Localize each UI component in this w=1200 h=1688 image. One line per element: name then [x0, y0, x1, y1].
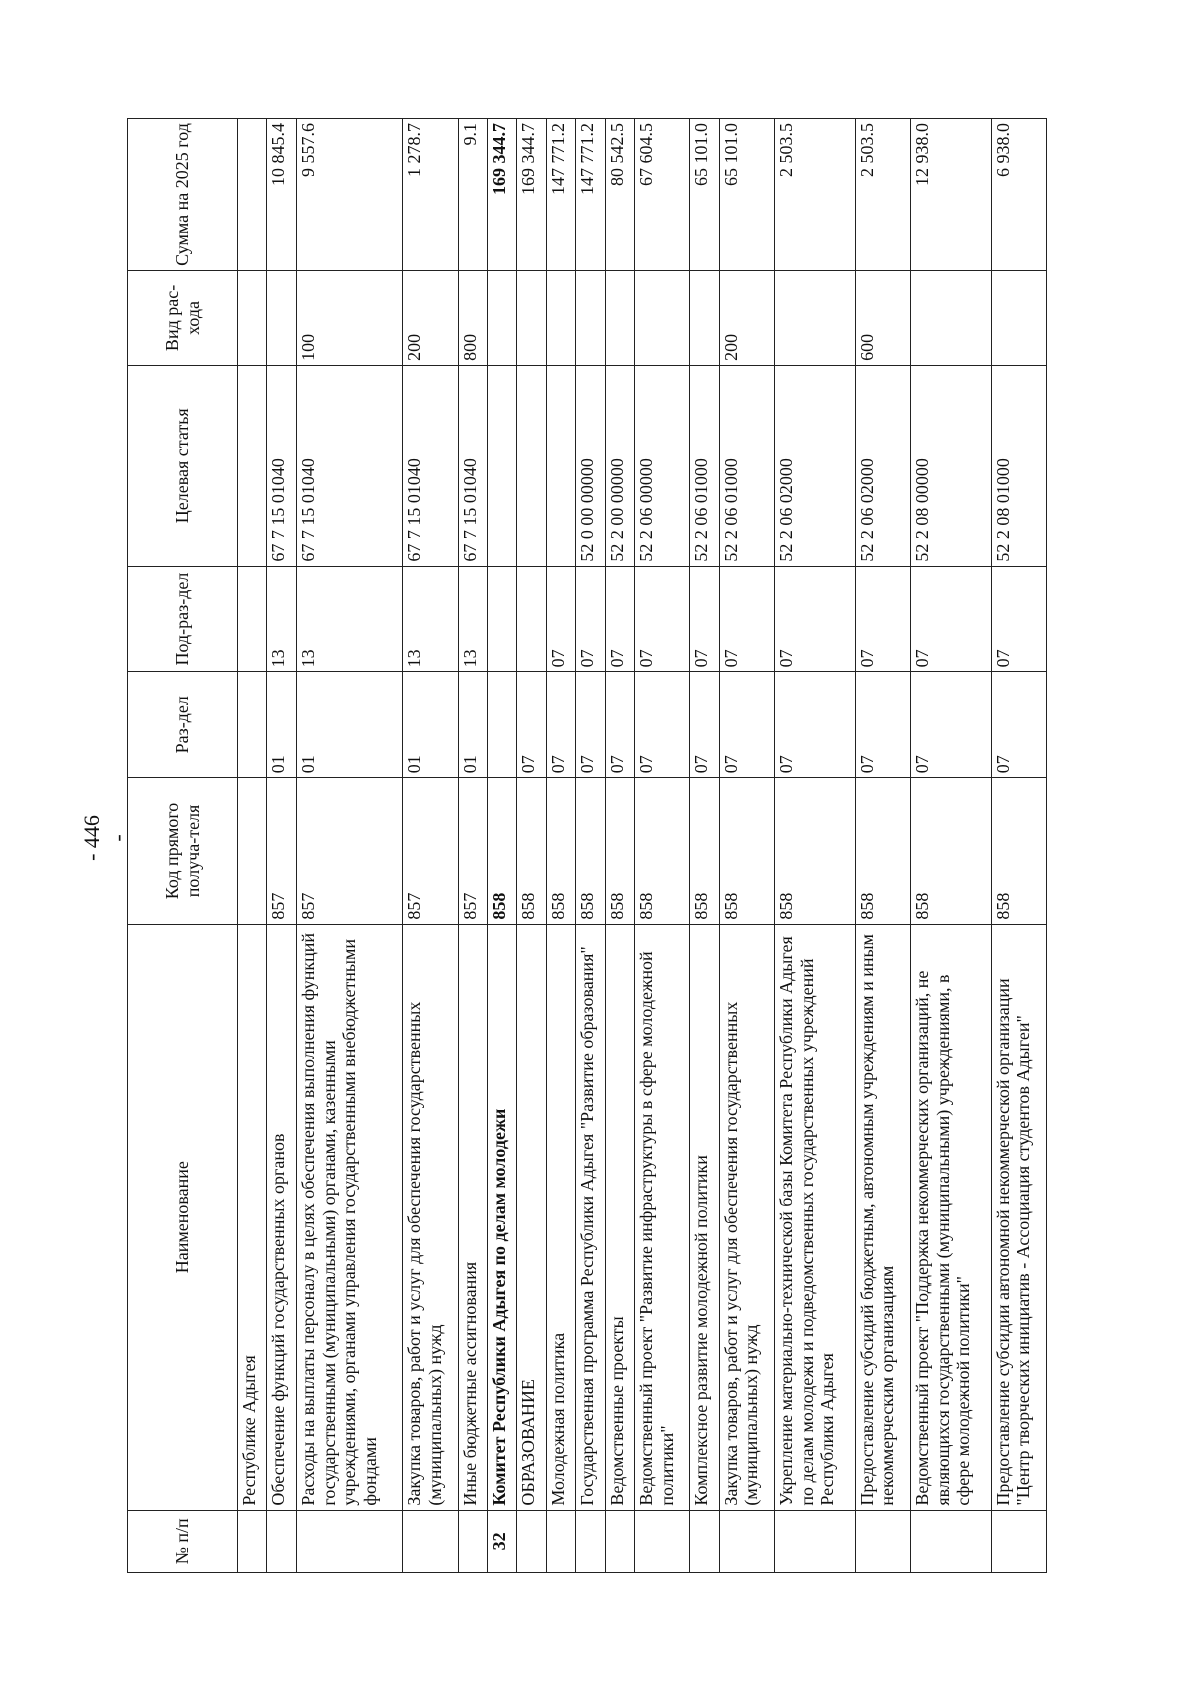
cell-code: 858 [635, 778, 690, 924]
cell-amount: 169 344.7 [488, 119, 517, 271]
cell-subsection: 13 [458, 566, 487, 672]
cell-code: 858 [488, 778, 517, 924]
cell-target: 67 7 15 01040 [296, 365, 403, 566]
cell-name: Предоставление субсидий бюджетным, автономным учреждениям и иным некоммерческим организациям [855, 924, 910, 1510]
cell-subsection: 07 [635, 566, 690, 672]
header-name: Наименование [128, 924, 238, 1510]
cell-target: 52 2 00 00000 [605, 365, 634, 566]
cell-subsection: 07 [719, 566, 774, 672]
cell-name: Республике Адыгея [238, 924, 267, 1510]
cell-name: Укрепление материально-технической базы Комитета Республики Адыгея по делам молодежи и подведомственных государственных учреждений Республики Адыгея [774, 924, 855, 1510]
cell-num: 32 [488, 1510, 517, 1572]
cell-section [488, 672, 517, 778]
cell-target [546, 365, 575, 566]
cell-amount: 12 938.0 [910, 119, 991, 271]
cell-amount [238, 119, 267, 271]
cell-name: ОБРАЗОВАНИЕ [517, 924, 546, 1510]
cell-section: 01 [403, 672, 458, 778]
cell-exp-type: 800 [458, 270, 487, 365]
table-row [488, 119, 517, 1573]
cell-num [267, 1510, 296, 1572]
cell-exp-type: 200 [403, 270, 458, 365]
header-exp-type: Вид рас-хода [128, 270, 238, 365]
cell-subsection: 07 [774, 566, 855, 672]
table-row [267, 119, 296, 1573]
cell-num [403, 1510, 458, 1572]
header-subsection: Под-раз-дел [128, 566, 238, 672]
cell-subsection: 07 [546, 566, 575, 672]
cell-subsection [238, 566, 267, 672]
cell-exp-type: 100 [296, 270, 403, 365]
cell-target: 52 2 08 00000 [910, 365, 991, 566]
cell-exp-type [267, 270, 296, 365]
table-header-row [128, 119, 238, 1573]
cell-code: 858 [991, 778, 1046, 924]
table-row [719, 119, 774, 1573]
cell-target [238, 365, 267, 566]
cell-name: Закупка товаров, работ и услуг для обеспечения государственных (муниципальных) нужд [719, 924, 774, 1510]
cell-code: 858 [576, 778, 605, 924]
cell-code: 858 [690, 778, 719, 924]
cell-num [576, 1510, 605, 1572]
cell-exp-type: 200 [719, 270, 774, 365]
cell-target: 67 7 15 01040 [403, 365, 458, 566]
cell-code: 858 [517, 778, 546, 924]
cell-amount: 147 771.2 [546, 119, 575, 271]
cell-amount: 2 503.5 [774, 119, 855, 271]
cell-subsection [517, 566, 546, 672]
cell-target: 52 2 06 02000 [855, 365, 910, 566]
cell-target: 67 7 15 01040 [458, 365, 487, 566]
cell-amount: 80 542.5 [605, 119, 634, 271]
cell-amount: 65 101.0 [690, 119, 719, 271]
cell-target: 52 2 06 01000 [719, 365, 774, 566]
cell-section: 07 [855, 672, 910, 778]
header-num: № п/п [128, 1510, 238, 1572]
cell-num [635, 1510, 690, 1572]
table-row [296, 119, 403, 1573]
table-row [605, 119, 634, 1573]
cell-target: 52 2 06 00000 [635, 365, 690, 566]
cell-name: Расходы на выплаты персоналу в целях обеспечения выполнения функций государственными (муниципальными) органами, казенными учреждениями, органами управления государственными внебюджетными фондами [296, 924, 403, 1510]
cell-name: Государственная программа Республики Адыгея "Развитие образования" [576, 924, 605, 1510]
cell-code: 857 [296, 778, 403, 924]
cell-subsection: 07 [605, 566, 634, 672]
table-row [991, 119, 1046, 1573]
cell-name: Молодежная политика [546, 924, 575, 1510]
cell-exp-type [991, 270, 1046, 365]
table-row [635, 119, 690, 1573]
cell-name: Ведомственные проекты [605, 924, 634, 1510]
cell-num [719, 1510, 774, 1572]
header-amount: Сумма на 2025 год [128, 119, 238, 271]
cell-num [238, 1510, 267, 1572]
cell-target: 52 2 06 02000 [774, 365, 855, 566]
cell-code: 858 [910, 778, 991, 924]
cell-target: 52 2 08 01000 [991, 365, 1046, 566]
cell-name: Иные бюджетные ассигнования [458, 924, 487, 1510]
table-row [403, 119, 458, 1573]
cell-subsection [488, 566, 517, 672]
table-row [690, 119, 719, 1573]
cell-subsection: 13 [296, 566, 403, 672]
cell-exp-type [774, 270, 855, 365]
cell-num [991, 1510, 1046, 1572]
cell-exp-type [517, 270, 546, 365]
cell-num [546, 1510, 575, 1572]
cell-amount: 65 101.0 [719, 119, 774, 271]
cell-subsection: 07 [991, 566, 1046, 672]
cell-exp-type [238, 270, 267, 365]
cell-code: 858 [774, 778, 855, 924]
cell-section: 01 [296, 672, 403, 778]
cell-amount: 6 938.0 [991, 119, 1046, 271]
table-row [576, 119, 605, 1573]
table-row [855, 119, 910, 1573]
cell-subsection: 13 [267, 566, 296, 672]
cell-num [605, 1510, 634, 1572]
cell-amount: 10 845.4 [267, 119, 296, 271]
cell-subsection: 13 [403, 566, 458, 672]
cell-target: 67 7 15 01040 [267, 365, 296, 566]
cell-section: 07 [719, 672, 774, 778]
cell-num [458, 1510, 487, 1572]
cell-section: 07 [991, 672, 1046, 778]
rotated-table-wrapper [127, 118, 1047, 1573]
cell-code: 857 [403, 778, 458, 924]
cell-name: Ведомственный проект "Развитие инфраструктуры в сфере молодежной политики" [635, 924, 690, 1510]
cell-subsection: 07 [855, 566, 910, 672]
header-code: Код прямого получа-теля [128, 778, 238, 924]
cell-num [774, 1510, 855, 1572]
cell-code: 857 [267, 778, 296, 924]
cell-name: Ведомственный проект "Поддержка некоммерческих организаций, не являющихся государственными (муниципальными) учреждениями, в сфере молодежной политики" [910, 924, 991, 1510]
table-row [546, 119, 575, 1573]
cell-amount: 9.1 [458, 119, 487, 271]
cell-section: 07 [774, 672, 855, 778]
cell-num [690, 1510, 719, 1572]
cell-section: 07 [605, 672, 634, 778]
cell-exp-type [635, 270, 690, 365]
cell-section: 07 [517, 672, 546, 778]
cell-name: Комитет Республики Адыгея по делам молодежи [488, 924, 517, 1510]
cell-section: 07 [576, 672, 605, 778]
cell-name: Предоставление субсидии автономной некоммерческой организации "Центр творческих инициатив - Ассоциация студентов Адыгеи" [991, 924, 1046, 1510]
header-section: Раз-дел [128, 672, 238, 778]
cell-num [855, 1510, 910, 1572]
cell-num [296, 1510, 403, 1572]
cell-section: 07 [690, 672, 719, 778]
table-row [517, 119, 546, 1573]
cell-code: 858 [605, 778, 634, 924]
cell-exp-type [690, 270, 719, 365]
cell-code: 858 [719, 778, 774, 924]
cell-code: 858 [546, 778, 575, 924]
table-body [238, 119, 1047, 1573]
cell-section: 01 [267, 672, 296, 778]
cell-subsection: 07 [576, 566, 605, 672]
cell-exp-type [576, 270, 605, 365]
cell-amount: 2 503.5 [855, 119, 910, 271]
cell-amount: 169 344.7 [517, 119, 546, 271]
cell-name: Обеспечение функций государственных органов [267, 924, 296, 1510]
header-target: Целевая статья [128, 365, 238, 566]
table-row [774, 119, 855, 1573]
table-row [910, 119, 991, 1573]
cell-name: Закупка товаров, работ и услуг для обеспечения государственных (муниципальных) нужд [403, 924, 458, 1510]
cell-code: 857 [458, 778, 487, 924]
cell-section: 07 [635, 672, 690, 778]
cell-amount: 9 557.6 [296, 119, 403, 271]
cell-code: 858 [855, 778, 910, 924]
cell-name: Комплексное развитие молодежной политики [690, 924, 719, 1510]
cell-section: 01 [458, 672, 487, 778]
table-row [458, 119, 487, 1573]
cell-exp-type [910, 270, 991, 365]
cell-amount: 147 771.2 [576, 119, 605, 271]
cell-target [488, 365, 517, 566]
page-number: - 446 - [79, 815, 130, 861]
cell-target: 52 0 00 00000 [576, 365, 605, 566]
budget-table [127, 118, 1047, 1573]
table-row [238, 119, 267, 1573]
cell-exp-type [546, 270, 575, 365]
cell-section: 07 [910, 672, 991, 778]
cell-subsection: 07 [910, 566, 991, 672]
cell-code [238, 778, 267, 924]
cell-num [910, 1510, 991, 1572]
cell-exp-type: 600 [855, 270, 910, 365]
cell-target: 52 2 06 01000 [690, 365, 719, 566]
cell-exp-type [488, 270, 517, 365]
cell-target [517, 365, 546, 566]
cell-section [238, 672, 267, 778]
cell-section: 07 [546, 672, 575, 778]
cell-amount: 67 604.5 [635, 119, 690, 271]
cell-exp-type [605, 270, 634, 365]
cell-num [517, 1510, 546, 1572]
cell-subsection: 07 [690, 566, 719, 672]
cell-amount: 1 278.7 [403, 119, 458, 271]
